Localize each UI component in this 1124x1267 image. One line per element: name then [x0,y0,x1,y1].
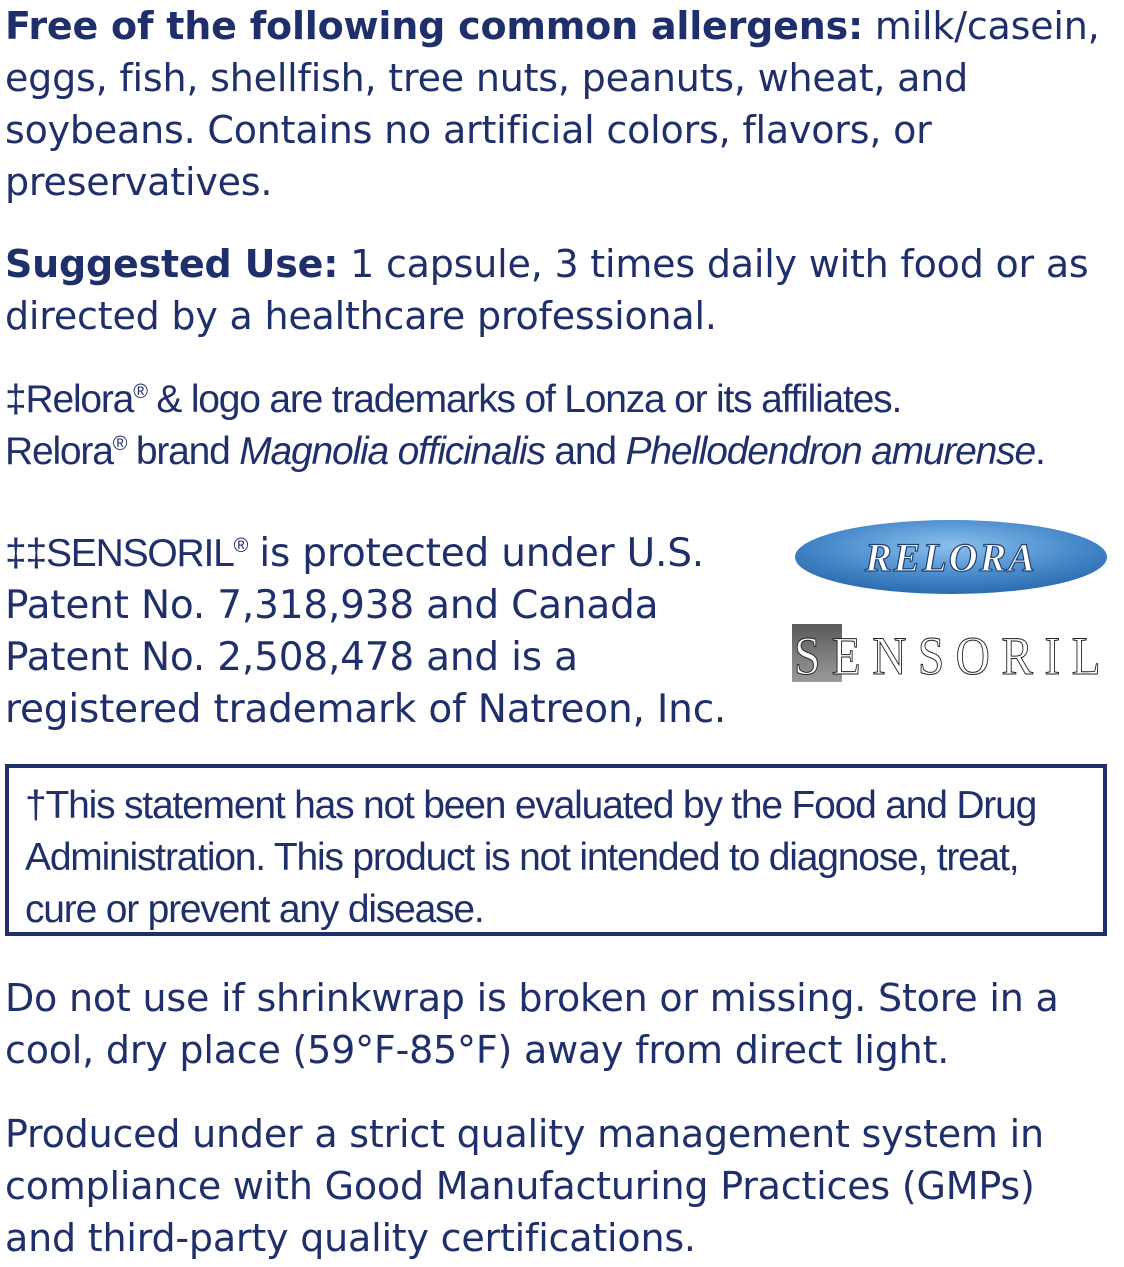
period-text: . [1034,430,1045,473]
registered-mark: ® [133,381,147,403]
sensoril-logo-text: SENSORIL [794,626,1112,684]
allergen-heading: Free of the following common allergens: [5,4,863,48]
relora-word-2: Relora [5,430,113,473]
and-text: and [544,430,626,473]
suggested-use-text: 1 capsule, 3 times daily with food or as directed by a healthcare professional. [5,242,1089,338]
fda-statement: †This statement has not been evaluated by the Food and Drug Administration. This product is not intended to diagnose, treat, cure or prevent any disease. [25,784,1037,931]
allergen-paragraph [5,0,1115,208]
suggested-use-heading: Suggested Use: [5,242,339,286]
storage-paragraph: Do not use if shrinkwrap is broken or missing. Store in a cool, dry place (59°F-85°F) away from direct light. [5,976,1059,1072]
registered-mark-2: ® [112,433,127,455]
suggested-use-paragraph [5,238,1115,342]
sensoril-word: ‡‡SENSORIL [5,532,234,575]
relora-note-text: & logo are trademarks of Lonza or its affiliates. [146,378,902,421]
relora-trademark-note [5,374,1045,478]
relora-logo [793,518,1109,596]
phellodendron-name: Phellodendron amurense [625,430,1035,473]
sensoril-logo [790,622,1124,684]
relora-word: ‡Relora [5,378,134,421]
brand-text: brand [126,430,240,473]
allergen-text: milk/casein, eggs, fish, shellfish, tree nuts, peanuts, wheat, and soybeans. Contains no artificial colors, flavors, or preservatives. [5,4,1100,204]
magnolia-name: Magnolia officinalis [239,430,545,473]
sensoril-note-text: is protected under U.S. Patent No. 7,318,938 and Canada Patent No. 2,508,478 and is a registered trademark of Natreon, Inc. [5,531,727,732]
registered-mark-3: ® [233,535,248,557]
quality-paragraph: Produced under a strict quality management system in compliance with Good Manufacturing Practices (GMPs) and third-party quality certifications. [5,1112,1044,1260]
sensoril-patent-note [5,528,785,736]
fda-disclaimer-box [5,764,1107,936]
relora-logo-text: RELORA [864,535,1038,580]
